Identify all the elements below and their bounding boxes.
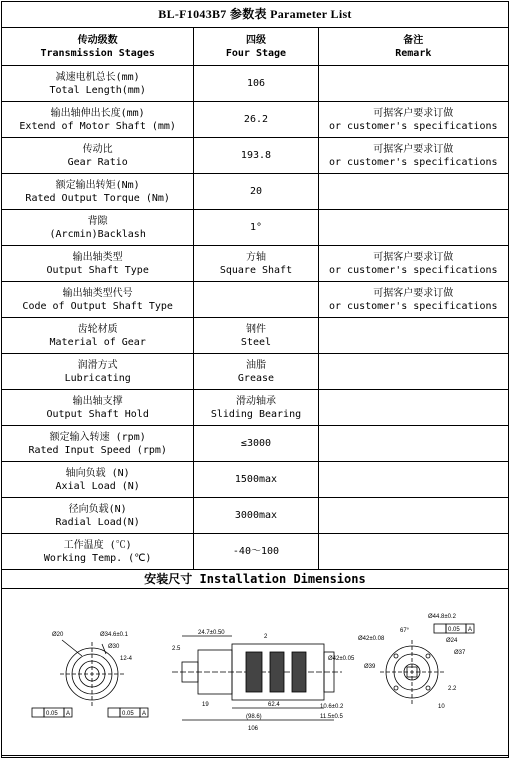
param-value: 3000max bbox=[194, 498, 318, 534]
param-remark bbox=[318, 66, 508, 102]
param-name: 轴向负载 (N) Axial Load (N) bbox=[2, 462, 194, 498]
dim-right-d6: 2.2 bbox=[448, 686, 457, 692]
dim-mid-l10: 19 bbox=[202, 702, 209, 708]
param-remark bbox=[318, 210, 508, 246]
installation-drawing bbox=[2, 589, 509, 756]
param-value bbox=[194, 282, 318, 318]
left-view bbox=[32, 640, 148, 717]
param-name: 输出轴支撑 Output Shaft Hold bbox=[2, 390, 194, 426]
dim-right-d2: Ø42±0.08 bbox=[358, 636, 385, 642]
dim-mid-l8: 106 bbox=[248, 726, 259, 732]
param-remark: 可据客户要求订做 or customer's specifications bbox=[318, 282, 508, 318]
dim-left-d3: Ø30 bbox=[108, 644, 120, 650]
header-remark: 备注 Remark bbox=[318, 28, 508, 66]
param-name: 润滑方式 Lubricating bbox=[2, 354, 194, 390]
left-view-labels bbox=[46, 632, 146, 717]
param-value: 油脂 Grease bbox=[194, 354, 318, 390]
datum-left-1: A bbox=[66, 711, 71, 717]
header-value: 四级 Four Stage bbox=[194, 28, 318, 66]
param-name: 工作温度 (℃) Working Temp. (℃) bbox=[2, 534, 194, 570]
dim-mid-l3: 2.5 bbox=[172, 646, 181, 652]
dim-mid-l2: 2 bbox=[264, 634, 268, 640]
parameter-table bbox=[1, 1, 509, 756]
param-name: 径向负载(N) Radial Load(N) bbox=[2, 498, 194, 534]
param-value: 20 bbox=[194, 174, 318, 210]
param-value: 钢件 Steel bbox=[194, 318, 318, 354]
table-row bbox=[2, 102, 509, 138]
dim-right-d5: Ø39 bbox=[364, 664, 376, 670]
param-value: 26.2 bbox=[194, 102, 318, 138]
dim-right-d7: 67° bbox=[400, 628, 410, 634]
right-view-labels bbox=[358, 614, 472, 710]
tol-right-1: 0.05 bbox=[448, 627, 460, 633]
table-row bbox=[2, 210, 509, 246]
dim-right-d1: Ø44.8±0.2 bbox=[428, 614, 456, 620]
param-name: 输出轴伸出长度(mm) Extend of Motor Shaft (mm) bbox=[2, 102, 194, 138]
param-name: 减速电机总长(mm) Total Length(mm) bbox=[2, 66, 194, 102]
datum-left-2: A bbox=[142, 711, 147, 717]
param-value: 1° bbox=[194, 210, 318, 246]
param-name: 背隙 (Arcmin)Backlash bbox=[2, 210, 194, 246]
param-value: 193.8 bbox=[194, 138, 318, 174]
table-row bbox=[2, 246, 509, 282]
param-remark bbox=[318, 462, 508, 498]
right-view bbox=[380, 624, 474, 704]
param-remark bbox=[318, 318, 508, 354]
header-stages: 传动级数 Transmission Stages bbox=[2, 28, 194, 66]
table-row bbox=[2, 318, 509, 354]
dim-left-d1: Ø20 bbox=[52, 632, 64, 638]
side-view bbox=[172, 636, 342, 720]
param-remark bbox=[318, 426, 508, 462]
datum-right-1: A bbox=[468, 627, 473, 633]
param-value: ≤3000 bbox=[194, 426, 318, 462]
dim-mid-l9: Ø42±0.05 bbox=[328, 656, 355, 662]
param-value: 滑动轴承 Sliding Bearing bbox=[194, 390, 318, 426]
table-row bbox=[2, 390, 509, 426]
param-remark: 可据客户要求订做 or customer's specifications bbox=[318, 102, 508, 138]
param-name: 输出轴类型代号 Code of Output Shaft Type bbox=[2, 282, 194, 318]
dim-right-d3: Ø24 bbox=[446, 638, 458, 644]
param-remark bbox=[318, 390, 508, 426]
param-name: 额定输入转速 (rpm) Rated Input Speed (rpm) bbox=[2, 426, 194, 462]
table-row bbox=[2, 354, 509, 390]
dim-mid-l7: (98.6) bbox=[246, 714, 262, 720]
param-name: 传动比 Gear Ratio bbox=[2, 138, 194, 174]
param-name: 输出轴类型 Output Shaft Type bbox=[2, 246, 194, 282]
table-row bbox=[2, 426, 509, 462]
dim-right-d8: 10 bbox=[438, 704, 445, 710]
sheet-title: BL-F1043B7 参数表 Parameter List bbox=[2, 2, 509, 28]
param-remark bbox=[318, 174, 508, 210]
section-title: 安装尺寸 Installation Dimensions bbox=[2, 570, 509, 589]
table-row bbox=[2, 462, 509, 498]
table-header bbox=[2, 28, 509, 66]
side-view-labels bbox=[172, 630, 355, 732]
dim-mid-l6: 11.5±0.5 bbox=[320, 714, 343, 720]
dim-mid-l1: 24.7±0.50 bbox=[198, 630, 225, 636]
param-remark: 可据客户要求订做 or customer's specifications bbox=[318, 138, 508, 174]
param-value: 方轴 Square Shaft bbox=[194, 246, 318, 282]
param-remark bbox=[318, 498, 508, 534]
param-name: 额定输出转矩(Nm) Rated Output Torque (Nm) bbox=[2, 174, 194, 210]
param-value: -40～100 bbox=[194, 534, 318, 570]
table-row bbox=[2, 498, 509, 534]
dim-mid-l4: 62.4 bbox=[268, 702, 280, 708]
dimension-drawing bbox=[2, 590, 508, 754]
table-row bbox=[2, 282, 509, 318]
param-remark: 可据客户要求订做 or customer's specifications bbox=[318, 246, 508, 282]
tol-left-2: 0.05 bbox=[122, 711, 134, 717]
table-row bbox=[2, 174, 509, 210]
table-row bbox=[2, 66, 509, 102]
dim-left-d4: 12-4 bbox=[120, 656, 133, 662]
table-row bbox=[2, 534, 509, 570]
table-row bbox=[2, 138, 509, 174]
tol-left-1: 0.05 bbox=[46, 711, 58, 717]
dim-mid-l5: 10.6±0.2 bbox=[320, 704, 344, 710]
dim-left-d2: Ø34.6±0.1 bbox=[100, 632, 128, 638]
param-remark bbox=[318, 534, 508, 570]
param-remark bbox=[318, 354, 508, 390]
param-value: 1500max bbox=[194, 462, 318, 498]
param-value: 106 bbox=[194, 66, 318, 102]
dim-right-d4: Ø37 bbox=[454, 650, 466, 656]
param-name: 齿轮材质 Material of Gear bbox=[2, 318, 194, 354]
